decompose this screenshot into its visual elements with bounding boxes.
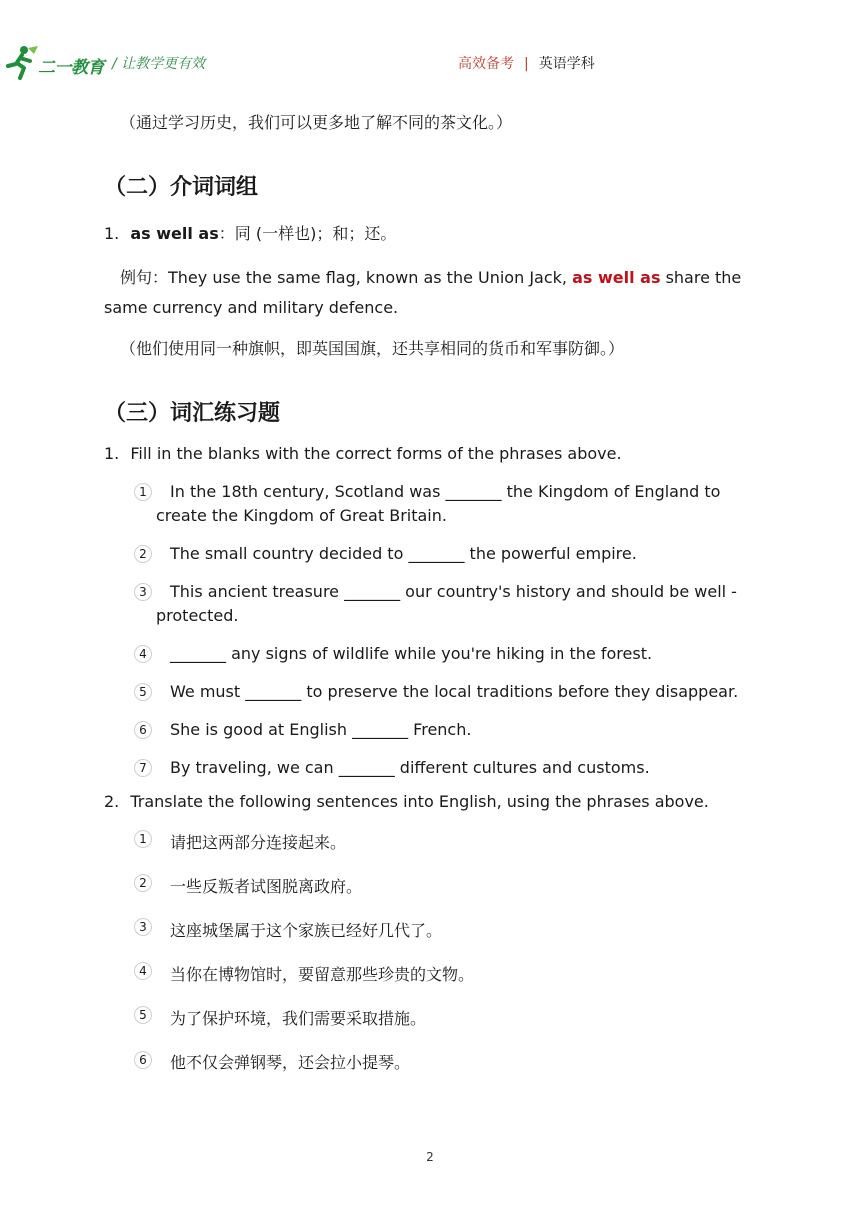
intro-translation: （通过学习历史，我们可以更多地了解不同的茶文化。） bbox=[120, 113, 513, 132]
example-suffix: share the bbox=[660, 268, 742, 287]
item-text: 这座城堡属于这个家族已经好几代了。 bbox=[170, 921, 443, 940]
question1-instruction bbox=[104, 442, 622, 466]
phrase-term: as well as bbox=[130, 224, 219, 243]
page-number: 2 bbox=[426, 1150, 434, 1164]
circled-number: 4 bbox=[134, 645, 152, 663]
question2-number: 2. bbox=[104, 792, 120, 811]
logo-text: 二一教育 bbox=[38, 58, 104, 78]
circled-number: 4 bbox=[134, 962, 152, 980]
header-separator: | bbox=[524, 56, 529, 72]
example-sentence-line2: same currency and military defence. bbox=[104, 298, 399, 317]
logo bbox=[4, 44, 114, 80]
circled-number: 6 bbox=[134, 721, 152, 739]
item-text: 一些反叛者试图脱离政府。 bbox=[170, 877, 363, 896]
runner-logo-icon bbox=[4, 44, 40, 80]
header-right bbox=[458, 53, 595, 73]
circled-number: 5 bbox=[134, 1006, 152, 1024]
item-text: 请把这两部分连接起来。 bbox=[170, 833, 347, 852]
circled-number: 6 bbox=[134, 1051, 152, 1069]
circled-number: 7 bbox=[134, 759, 152, 777]
subject-label: 英语学科 bbox=[538, 56, 595, 72]
question2-instruction bbox=[104, 790, 709, 814]
item-text: This ancient treasure _______ our country's history and should be well - bbox=[170, 582, 737, 601]
item-text: The small country decided to _______ the powerful empire. bbox=[170, 544, 637, 563]
circled-number: 1 bbox=[134, 483, 152, 501]
item-text: _______ any signs of wildlife while you're hiking in the forest. bbox=[170, 644, 653, 663]
slogan: / 让教学更有效 bbox=[112, 56, 206, 72]
section2-title: （二）介词词组 bbox=[104, 175, 259, 200]
phrase-item-1 bbox=[104, 222, 396, 246]
example-prefix: 例句：They use the same flag, known as the Union Jack, bbox=[120, 268, 573, 287]
section3-title: （三）词汇练习题 bbox=[104, 401, 281, 426]
example-translation: （他们使用同一种旗帜，即英国国旗，还共享相同的货币和军事防御。） bbox=[120, 339, 625, 358]
item-text: She is good at English _______ French. bbox=[170, 720, 472, 739]
item-text: We must _______ to preserve the local traditions before they disappear. bbox=[170, 682, 739, 701]
item-text: 他不仅会弹钢琴，还会拉小提琴。 bbox=[170, 1053, 411, 1072]
item-text: By traveling, we can _______ different cultures and customs. bbox=[170, 758, 650, 777]
question1-number: 1. bbox=[104, 444, 120, 463]
item-text: 为了保护环境，我们需要采取措施。 bbox=[170, 1009, 427, 1028]
circled-number: 3 bbox=[134, 918, 152, 936]
exam-label: 高效备考 bbox=[458, 56, 514, 72]
question1-text: Fill in the blanks with the correct forms of the phrases above. bbox=[130, 444, 622, 463]
circled-number: 2 bbox=[134, 545, 152, 563]
circled-number: 1 bbox=[134, 830, 152, 848]
phrase-number: 1. bbox=[104, 224, 120, 243]
item-text-cont: protected. bbox=[156, 606, 239, 625]
circled-number: 3 bbox=[134, 583, 152, 601]
phrase-meaning: ：同 (一样也)；和；还。 bbox=[218, 224, 397, 243]
item-text: 当你在博物馆时，要留意那些珍贵的文物。 bbox=[170, 965, 475, 984]
item-text: In the 18th century, Scotland was _______ the Kingdom of England to bbox=[170, 482, 721, 501]
circled-number: 2 bbox=[134, 874, 152, 892]
question2-text: Translate the following sentences into English, using the phrases above. bbox=[130, 792, 709, 811]
item-text-cont: create the Kingdom of Great Britain. bbox=[156, 506, 447, 525]
circled-number: 5 bbox=[134, 683, 152, 701]
example-sentence-line1 bbox=[120, 266, 741, 290]
example-highlight: as well as bbox=[572, 268, 661, 287]
